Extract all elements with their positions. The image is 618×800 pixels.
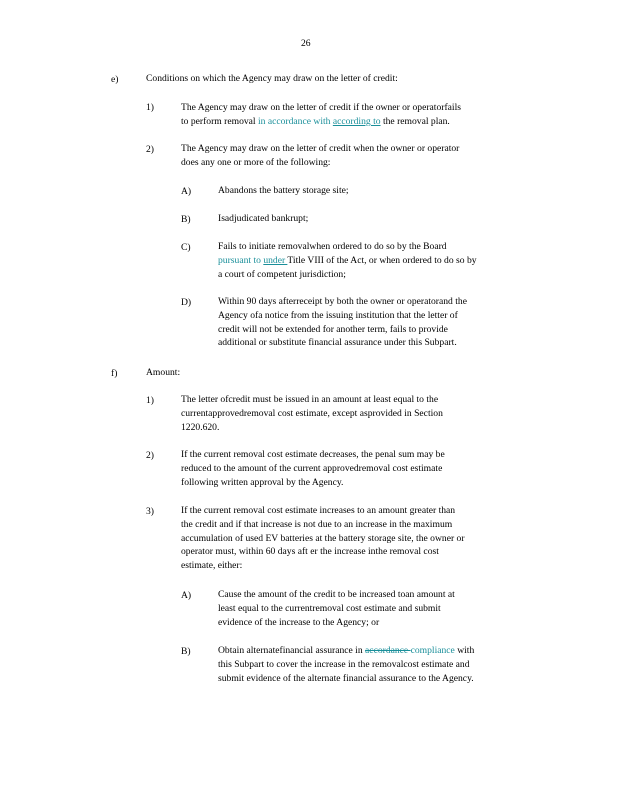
item-e1-text [181, 101, 522, 129]
item-f1-number: 1) [146, 395, 154, 406]
item-f3-line5: estimate, either: [181, 560, 243, 572]
item-f2-number: 2) [146, 450, 154, 461]
insertion-pursuant-to: pursuant to [218, 254, 264, 266]
item-e2c-line3: a court of competent jurisdiction; [218, 268, 346, 280]
item-f3-line1: If the current removal cost estimate increases to an amount greater than [181, 505, 456, 516]
item-f3a-text [218, 588, 514, 629]
item-f3-line4: operator must, within 60 days aft er the increase inthe removal cost [181, 546, 439, 558]
item-f2-line1: If the current removal cost estimate decreases, the penal sum may be [181, 449, 445, 460]
insertion-in-accordance: in accordance with [258, 115, 333, 127]
item-e2d-number: D) [181, 297, 192, 308]
item-f3b-line2: this Subpart to cover the increase in the removalcost estimate and [218, 658, 470, 670]
item-e1-number: 1) [146, 102, 154, 113]
item-f3-number: 3) [146, 506, 154, 517]
item-e2c-line1: Fails to initiate removalwhen ordered to do so by the Board [218, 241, 447, 252]
deletion-accordance: accordance [365, 645, 411, 656]
item-e2d-line4: additional or substitute financial assurance under this Subpart. [218, 337, 457, 349]
item-e2d-line1: Within 90 days afterreceipt by both the owner or operatorand the [218, 296, 467, 307]
section-f-label: f) [111, 368, 118, 379]
item-f2-text [181, 448, 512, 489]
item-f1-line3: 1220.620. [181, 421, 220, 433]
item-e2-line1: The Agency may draw on the letter of credit when the owner or operator [181, 143, 460, 154]
item-f3-line3: accumulation of used EV batteries at the battery storage site, the owner or [181, 532, 465, 544]
insertion-compliance: compliance [410, 645, 455, 656]
section-f-heading: Amount: [146, 367, 181, 378]
item-f3b-line1: Obtain alternatefinancial assurance in accordance compliance with [218, 645, 475, 656]
item-f3b-number: B) [181, 646, 191, 657]
item-f3a-line2: least equal to the currentremoval cost estimate and submit [218, 602, 441, 614]
item-e2c-text [218, 240, 539, 281]
item-e2-line2: does any one or more of the following: [181, 156, 331, 168]
item-f3-line2: the credit and if that increase is not due to an increase in the maximum [181, 518, 453, 530]
page-number: 26 [301, 38, 311, 49]
insertion-under: under [263, 254, 288, 266]
item-e2a-text: Abandons the battery storage site; [218, 185, 349, 196]
item-f3a-line1: Cause the amount of the credit to be increased toan amount at [218, 589, 455, 600]
item-f1-line2: currentapprovedremoval cost estimate, except asprovided in Section [181, 407, 443, 419]
section-e-heading: Conditions on which the Agency may draw on the letter of credit: [146, 73, 398, 84]
item-e2b-text: Isadjudicated bankrupt; [218, 213, 309, 224]
item-e2a-number: A) [181, 186, 192, 197]
item-f3b-line3: submit evidence of the alternate financial assurance to the Agency. [218, 672, 474, 684]
item-f3a-number: A) [181, 590, 192, 601]
item-e2-number: 2) [146, 144, 154, 155]
item-e2c-line2: pursuant to under Title VIII of the Act, or when ordered to do so by [218, 254, 477, 266]
section-e-label: e) [111, 74, 119, 85]
item-e2c-number: C) [181, 242, 191, 253]
item-f1-line1: The letter ofcredit must be issued in an amount at least equal to the [181, 394, 439, 405]
item-e2-text [181, 142, 522, 170]
item-e2d-line3: credit will not be extended for another term, fails to provide [218, 323, 448, 335]
item-e2b-number: B) [181, 214, 191, 225]
item-f3b-text [218, 644, 540, 685]
item-e2d-line2: Agency ofa notice from the issuing institution that the letter of [218, 309, 458, 321]
item-f2-line2: reduced to the amount of the current approvedremoval cost estimate [181, 462, 443, 474]
item-f3-text [181, 504, 537, 573]
item-f1-text [181, 393, 504, 434]
insertion-according-to: according to [332, 115, 381, 127]
item-e2d-text [218, 295, 530, 350]
item-f3a-line3: evidence of the increase to the Agency; or [218, 616, 380, 628]
item-f2-line3: following written approval by the Agency. [181, 476, 344, 488]
item-e1-line1: The Agency may draw on the letter of credit if the owner or operatorfails [181, 102, 461, 113]
item-e1-line2: to perform removal in accordance with according to the removal plan. [181, 115, 450, 127]
